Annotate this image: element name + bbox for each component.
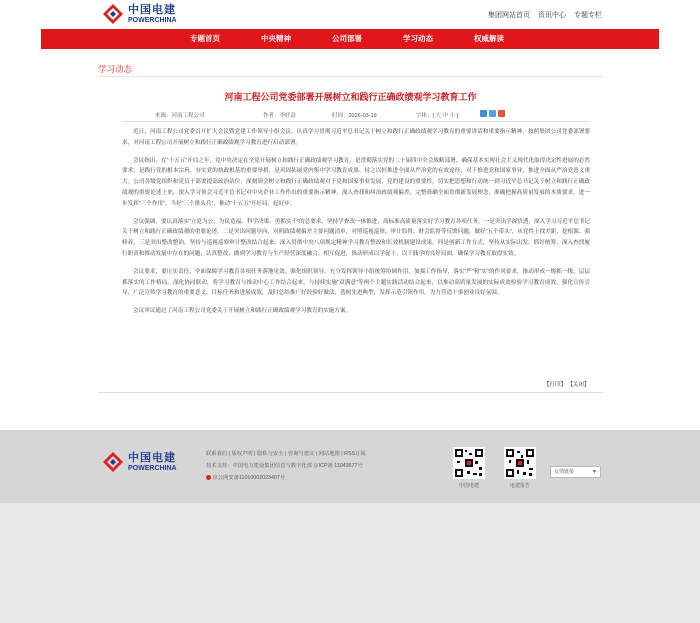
article-bottom-divider: [98, 392, 603, 393]
article-body: [122, 127, 590, 324]
footer-info: [206, 448, 366, 484]
nav-item-authoritative-interpretation[interactable]: 权威解读: [474, 34, 504, 43]
meta-divider: [122, 121, 590, 122]
section-title: 学习动态: [98, 64, 133, 74]
footer-links[interactable]: 联系我们 | 版权声明 | 隐私与安全 | 咨询与建议 | 网站地图 | RSS订阅: [206, 451, 366, 457]
qr-label-powerchina: 中国电建: [458, 483, 479, 489]
font-size-control[interactable]: 字体：[ 大 中 小 ]: [416, 113, 459, 119]
footer-logo-icon: [102, 451, 124, 473]
top-link-news-center[interactable]: 资讯中心: [538, 12, 566, 19]
section-divider: [98, 76, 603, 77]
article-paragraph: 会议要求，要压实责任，全面保障学习教育各项任务落地见效。强化组织领导，充分发挥领导小组统筹协调作用，加强工作指导，落实“严”和“实”的作风要求，推动形成一级抓一级、层层抓落实的工作格局。深化协同联动，将学习教育与推动中心工作结合起来，与持续实施“双满意”等两个主题实践活动结合起来，以推动高质量发展的实际成效检验学习教育成效。强化宣传引导，广泛宣传学习教育的重要意义、目标任务和进展成效，及时总结推广好经验好做法，选树先进典型，发挥示范引领作用，为力营造干事创业良好氛围。: [122, 268, 590, 297]
footer-logo-text-en: POWERCHINA: [128, 464, 177, 472]
main-nav: [41, 29, 659, 49]
qr-code-icon: [453, 447, 485, 479]
share-tencent-icon[interactable]: [489, 110, 496, 117]
article-date: 时间：2026-03-19: [332, 113, 377, 119]
share-weibo-icon[interactable]: [498, 110, 505, 117]
article-paragraph: 会议审议通过了河南工程公司党委关于开展树立和践行正确政绩观学习教育的实施方案。: [133, 308, 352, 315]
logo-text-en: POWERCHINA: [128, 16, 177, 24]
logo-text-cn: 中国电建: [128, 3, 176, 16]
qr-code-icon: [504, 447, 536, 479]
powerchina-logo-icon: [102, 3, 124, 25]
print-button[interactable]: 【打印】: [544, 382, 567, 388]
nav-item-central-spirit[interactable]: 中央精神: [261, 34, 291, 43]
article-paragraph: 会议强调，要认真落实“立党为公、为民造福、科学决策、勇抓实干”的总要求，坚持学查改一体推进，高标准高质量落实好学习教育各项任务。一是突出学深悟透，深入学习习近平总书记关于树立和践行正确政绩观的重要论述，二是突出问题导向，对照政绩观偏差主要问题清单，对照巡视巡察、审计监督、财会监督等反馈问题，做好“五个带头”，从党性上找差距、挖根源、强修养，三是突出整改整治，坚持与巡视巡察审计整改结合起来，深入贯彻中央八项规定精神学习教育整改和长效机制建设成果，四是创新工作方式，坚持从实际出发、抓好统筹，深入查找履行职责和推动发展中存在的问题，认真整改，做到学习教育与生产经营深度融合、相互促进，推动形成以学促干、以干践学的良好局面，确保学习教育取得实效。: [122, 218, 591, 257]
qr-label-powerchina-report: 电建报告: [509, 483, 530, 489]
friend-links-select-value: 友情链接: [554, 469, 575, 475]
article-source: 来源：河南工程公司: [155, 113, 205, 119]
nav-item-topic-home[interactable]: 专题首页: [190, 34, 220, 43]
close-button[interactable]: 【关闭】: [567, 382, 590, 388]
article-paragraph: 会议指出，在“十五五”开局之年，党中央决定在全党开展树立和践行正确政绩观学习教育，是贯彻落实党的二十届四中全会战略部署、确保基本实现社会主义现代化取得决定性进展的必然要求，是践行党的根本宗旨、夯实党的执政根基的重要举措，是巩固拓展党内集中学习教育成果、持之以恒推进全面从严治党的有效途径，对于推进党和国家事业、推进全面从严治党意义重大。公司各级党组织和党员干部要提高政治站位，深刻领会树立和践行正确政绩观对于党和国家事业发展、党的建设的重要性，切实把思想和行动统一到习近平总书记关于树立和践行正确政绩观的重要论述上来，深入学习领会习近平总书记对中央企业工作作出的重要指示精神，深入查找和纠治政绩观偏差，完整准确全面贯彻新发展理念，准确把握高质量发展的本质要求，进一步发挥“三个作用”，当好“三个排头兵”，推动“十五五”开好局、起好步。: [122, 157, 590, 207]
site-header: [0, 0, 700, 28]
footer-logo: [102, 451, 177, 473]
top-link-group-home[interactable]: 集团网站首页: [488, 12, 530, 19]
article-actions: [544, 380, 590, 388]
share-qzone-icon[interactable]: [480, 110, 487, 117]
article-paragraph: 近日，河南工程公司党委召开扩大会议暨党建工作领导小组会议，认真学习贯彻习近平总书记关于树立和践行正确政绩观学习教育的重要讲话和重要指示精神，按照集团公司党委部署要求，对河南工程公司开展树立和践行正确政绩观学习教育进行启动部署。: [122, 129, 590, 146]
police-badge-icon: [206, 475, 211, 480]
article-author: 作者：李旺益: [263, 113, 297, 119]
footer-logo-text-cn: 中国电建: [128, 451, 176, 464]
nav-item-company-deployment[interactable]: 公司部署: [332, 34, 362, 43]
top-links: [488, 10, 602, 20]
top-link-special-topics[interactable]: 专题专栏: [574, 12, 602, 19]
footer-beian[interactable]: 京公网安备11010002023407号: [206, 472, 366, 484]
powerchina-logo[interactable]: [102, 2, 177, 26]
footer-tech-support: 技术支持：中国电力建设集团信息与数字化部 京ICP备 11043677号: [206, 463, 363, 469]
chevron-down-icon: ▼: [592, 469, 597, 475]
nav-item-study-news[interactable]: 学习动态: [403, 34, 433, 43]
friend-links-select[interactable]: [550, 466, 601, 478]
article-title: 河南工程公司党委部署开展树立和践行正确政绩观学习教育工作: [224, 92, 477, 102]
share-buttons: [480, 110, 505, 117]
